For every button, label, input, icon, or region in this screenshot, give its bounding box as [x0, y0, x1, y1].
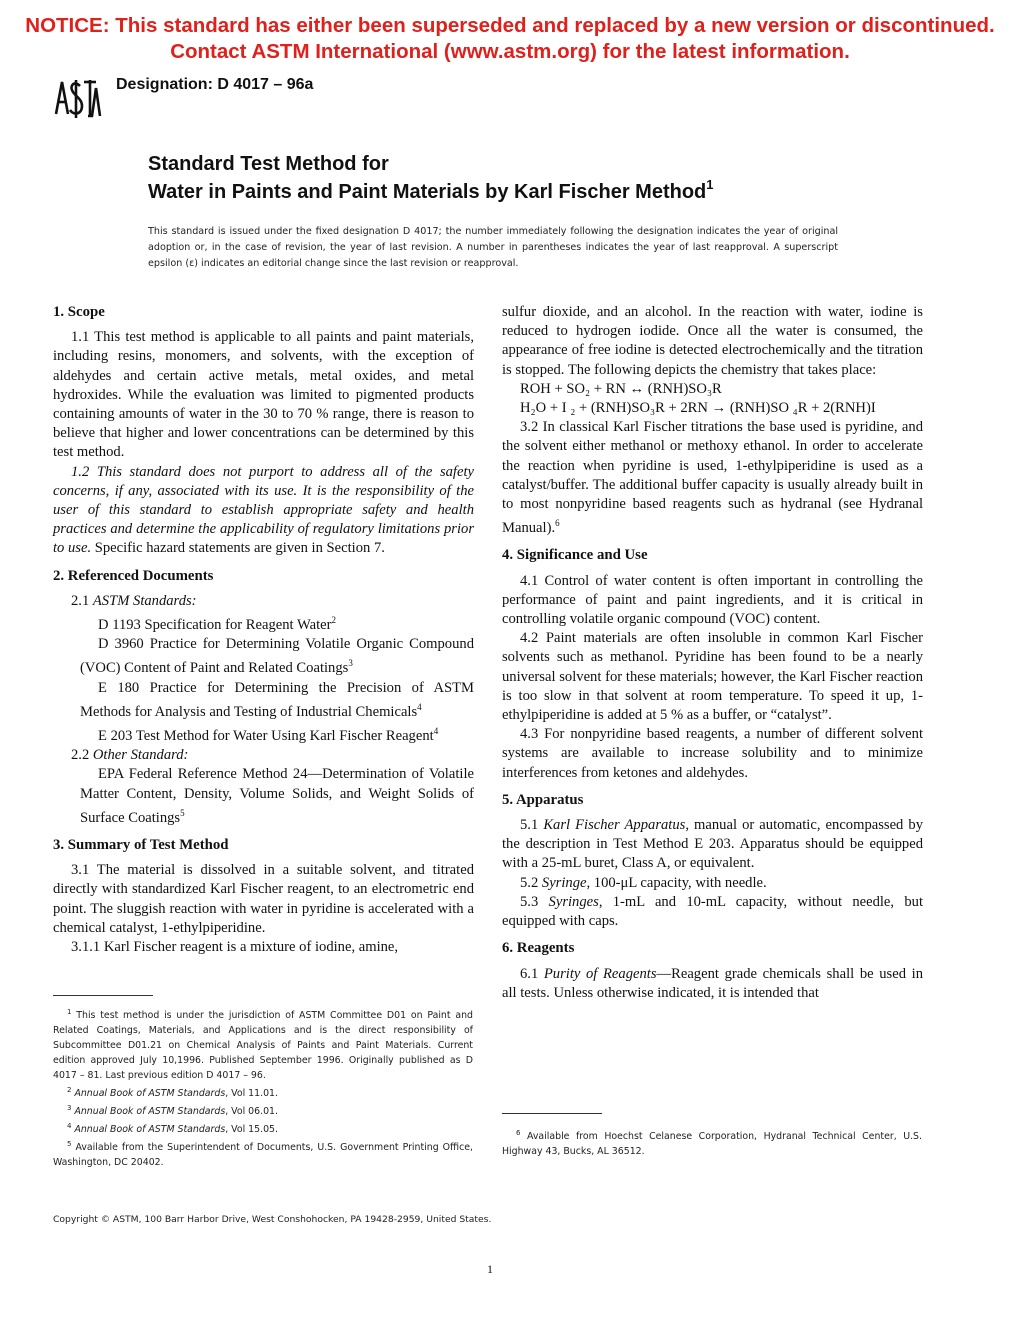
footnote-1	[53, 1005, 473, 1083]
title-text: Water in Paints and Paint Materials by Karl Fischer Method	[148, 181, 707, 203]
paragraph-2-1	[53, 592, 474, 611]
safety-statement: 1.2 This standard does not purport to address all of the safety concerns, if any, associated with its use. It is the responsibility of the user of this standard to establish appropriate safety and health practices and determine the applicability of regulatory limitations prior to use.	[53, 463, 474, 557]
item-label: Syringe	[541, 874, 587, 891]
footnote-mark: 1	[67, 1008, 72, 1016]
footnote-4	[53, 1119, 473, 1137]
paragraph-3-2	[502, 418, 923, 538]
footnotes-left	[53, 1005, 473, 1170]
ref-footnote-mark: 4	[417, 701, 422, 712]
ref-footnote-mark: 3	[348, 658, 353, 669]
ref-text: E 180 Practice for Determining the Precision of ASTM Methods for Analysis and Testing of Industrial Chemicals	[80, 679, 474, 720]
footnote-volume: , Vol 06.01.	[225, 1106, 279, 1117]
page-number: 1	[487, 1262, 493, 1276]
item-label: Purity of Reagents	[543, 965, 657, 982]
title-line-2	[148, 177, 714, 204]
num: 5.1	[520, 817, 544, 834]
item-text: —Reagent grade chemicals shall be used in all tests. Unless otherwise indicated, it is intended that	[502, 965, 923, 1001]
notice-line-2: Contact ASTM International (www.astm.org) for the latest information.	[170, 40, 850, 63]
right-column	[502, 303, 923, 1003]
ref-footnote-mark: 2	[331, 615, 336, 626]
footnote-mark: 6	[555, 518, 560, 529]
issue-note: This standard is issued under the fixed designation D 4017; the number immediately following the designation indicates the year of original adoption or, in the case of revision, the year of last revision. A number in parentheses indicates the year of last reapproval. A superscript epsilon (ε) indicates an editorial change since the last revision or reapproval.	[148, 226, 838, 269]
footnote-book: Annual Book of ASTM Standards	[74, 1088, 226, 1099]
reference-epa-method-24	[53, 765, 474, 828]
footnote-mark: 4	[67, 1122, 72, 1130]
footnote-mark: 6	[516, 1129, 521, 1137]
paragraph-5-1	[502, 816, 923, 874]
paragraph-1-1: 1.1 This test method is applicable to all paints and paint materials, including resins, monomers, and solvents, with the exception of aldehydes and certain active metals, metal oxides, and metal hydroxides. While the evaluation was limited to pigmented products containing amounts of water in the 30 to 70 % range, there is reason to believe that higher and lower concentrations can be determined by this test method.	[53, 329, 474, 461]
paragraph-5-3	[502, 893, 923, 931]
reference-e203	[53, 722, 474, 746]
item-text: , 100-μL capacity, with needle.	[586, 874, 767, 891]
footnote-mark: 3	[67, 1104, 72, 1112]
footnote-6	[502, 1126, 922, 1159]
footnote-5	[53, 1137, 473, 1170]
paragraph-3-1-1-continued: sulfur dioxide, and an alcohol. In the reaction with water, iodine is reduced to hydrogen iodide. Once all the water is consumed, the appearance of free iodine is detected electrochemically and the titration is stopped. The following depicts the chemistry that takes place:	[502, 304, 923, 378]
paragraph-3-1: 3.1 The material is dissolved in a suitable solvent, and titrated directly with standardized Karl Fischer reagent, to an electrometric end point. The sluggish reaction with water in pyridine is accelerated with a chemical catalyst, 1-ethylpiperidine.	[53, 862, 474, 936]
other-standard-label: Other Standard:	[92, 747, 189, 764]
footnote-book: Annual Book of ASTM Standards	[74, 1124, 226, 1135]
paragraph-6-1	[502, 965, 923, 1003]
num: 6.1	[520, 965, 544, 982]
section-6-heading: 6. Reagents	[502, 940, 575, 957]
item-label: Karl Fischer Apparatus	[543, 817, 686, 834]
ref-text: EPA Federal Reference Method 24—Determination of Volatile Matter Content, Density, Volume Solids, and Weight Solids of Surface Coatings	[80, 766, 474, 826]
item-text: , manual or automatic, encompassed by the description in Test Method E 203. Apparatus should be equipped with a 25-mL buret, Class A, or equivalent.	[502, 817, 924, 872]
section-1-heading: 1. Scope	[53, 304, 105, 320]
section-2-heading: 2. Referenced Documents	[53, 567, 214, 584]
item-text: , 1-mL and 10-mL capacity, without needle, but equipped with caps.	[502, 893, 923, 930]
ref-text: E 203 Test Method for Water Using Karl Fischer Reagent	[98, 728, 434, 745]
reference-e180	[53, 679, 474, 722]
astm-logo	[52, 74, 104, 120]
equation-1: ROH + SO₂ + RN ↔ (RNH)SO₃R	[520, 380, 722, 397]
paragraph-5-2	[502, 874, 923, 893]
paragraph-4-3: 4.3 For nonpyridine based reagents, a number of different solvent systems are available to increase solubility and to minimize interferences from ketones and aldehydes.	[502, 726, 923, 781]
footnote-3	[53, 1101, 473, 1119]
num-2-1: 2.1	[71, 592, 93, 609]
num: 5.3	[520, 893, 549, 910]
footnote-text: This test method is under the jurisdiction of ASTM Committee D01 on Paint and Related Coatings, Materials, and Applications and is the direct responsibility of Subcommittee D01.21 on Chemical Analysis of Paints and Paint Materials. Current edition approved July 10,1996. Published September 1996. Originally published as D 4017 – 81. Last previous edition D 4017 – 96.	[53, 1010, 473, 1081]
footnote-text: Available from Hoechst Celanese Corporation, Hydranal Technical Center, U.S. Highway 43, Bucks, AL 36512.	[502, 1131, 922, 1157]
paragraph-4-1: 4.1 Control of water content is often important in controlling the performance of paint and paint ingredients, and it is critical in controlling volatile organic compound (VOC) content.	[502, 572, 923, 628]
equation-2: H₂O + I ₂ + (RNH)SO₃R + 2RN → (RNH)SO ₄R + 2(RNH)I	[520, 400, 876, 417]
footnote-rule-left	[53, 995, 153, 996]
paragraph-2-2	[53, 746, 474, 765]
hazard-statement: Specific hazard statements are given in Section 7.	[91, 540, 385, 557]
copyright: Copyright © ASTM, 100 Barr Harbor Drive, West Conshohocken, PA 19428-2959, United States.	[53, 1214, 492, 1225]
para-text: 3.2 In classical Karl Fischer titrations the base used is pyridine, and the solvent either methanol or methoxy ethanol. In order to accelerate the reaction when pyridine is used, 1-ethylpiperidine is used as a catalyst/buffer. The additional buffer capacity is usually already built in to most nonpyridine based reagents such as hydranal (see Hydranal Manual).	[502, 419, 923, 537]
footnote-mark: 5	[67, 1140, 72, 1148]
footnote-volume: , Vol 15.05.	[225, 1124, 279, 1135]
reference-d3960	[53, 635, 474, 678]
ref-text: D 3960 Practice for Determining Volatile Organic Compound (VOC) Content of Paint and Related Coatings	[80, 636, 474, 677]
item-label: Syringes	[548, 893, 599, 910]
astm-standards-label: ASTM Standards:	[92, 592, 197, 609]
section-3-heading: 3. Summary of Test Method	[53, 837, 229, 854]
ref-text: D 1193 Specification for Reagent Water	[98, 617, 332, 634]
title-line-1: Standard Test Method for	[148, 153, 389, 175]
footnote-text: Available from the Superintendent of Documents, U.S. Government Printing Office, Washington, DC 20402.	[53, 1142, 473, 1168]
paragraph-3-1-1: 3.1.1 Karl Fischer reagent is a mixture of iodine, amine,	[71, 939, 399, 956]
left-column	[53, 303, 474, 957]
footnote-rule-right	[502, 1113, 602, 1114]
section-4-heading: 4. Significance and Use	[502, 547, 648, 564]
notice-line-1: NOTICE: This standard has either been superseded and replaced by a new version or discontinued.	[25, 14, 995, 37]
footnotes-right	[502, 1126, 922, 1159]
ref-footnote-mark: 5	[180, 807, 185, 818]
footnote-mark: 2	[67, 1086, 72, 1094]
ref-footnote-mark: 4	[433, 726, 439, 737]
footnote-2	[53, 1083, 473, 1101]
title-footnote-mark: 1	[706, 177, 714, 192]
designation: Designation: D 4017 – 96a	[116, 76, 314, 93]
section-5-heading: 5. Apparatus	[502, 791, 584, 808]
paragraph-4-2: 4.2 Paint materials are often insoluble in common Karl Fischer solvents such as methanol. Pyridine has been found to be a nearly universal solvent for these materials; however, the Karl Fischer reaction is too slow in that solvent at room temperature. To speed it up, 1-ethylpiperidine is added at 5 % as a buffer, or “catalyst”.	[502, 630, 923, 724]
num: 5.2	[520, 874, 542, 891]
footnote-book: Annual Book of ASTM Standards	[74, 1106, 226, 1117]
paragraph-1-2	[53, 463, 474, 559]
num-2-2: 2.2	[71, 747, 93, 764]
footnote-volume: , Vol 11.01.	[225, 1088, 279, 1099]
reference-d1193	[53, 611, 474, 635]
